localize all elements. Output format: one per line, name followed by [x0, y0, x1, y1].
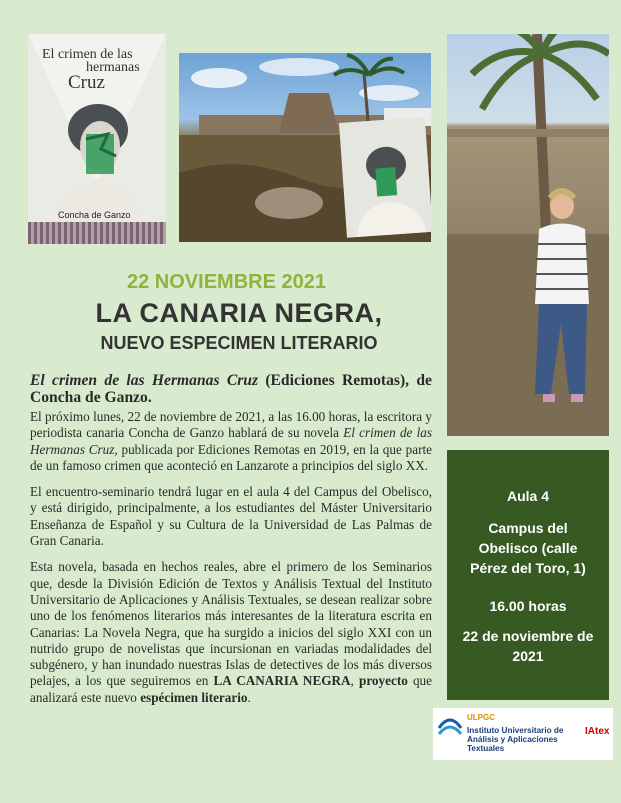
iatex-logo-text: IAtex: [585, 726, 610, 737]
ulpgc-label: ULPGC: [467, 713, 495, 722]
sub-title: NUEVO ESPECIMEN LITERARIO: [100, 333, 378, 353]
institute-logo: [433, 708, 613, 760]
p3-text-e: que analizará este nuevo: [30, 673, 433, 705]
main-title: LA CANARIA NEGRA,: [95, 298, 383, 328]
event-info-box: [447, 450, 609, 700]
lead-rest: (Ediciones Remotas), de Concha de Ganzo.: [30, 372, 432, 406]
p3-especimen: espécimen literario: [140, 689, 248, 705]
info-time: 16.00 horas: [489, 598, 567, 614]
ruins-scene: [179, 53, 431, 242]
cover-title-line1: El crimen de las: [42, 47, 133, 62]
institute-line1: Instituto Universitario de: [467, 726, 564, 735]
paragraph-3: [30, 559, 432, 706]
article-body: [30, 372, 432, 716]
p3-proyecto: proyecto: [358, 673, 408, 689]
info-campus: Campus del Obelisco (calle Pérez del Toro, 1): [470, 520, 586, 576]
institute-line3: Textuales: [467, 744, 505, 753]
cover-title-line2: hermanas: [86, 60, 140, 75]
cover-portrait-illustration: [46, 94, 150, 224]
lead-line: [30, 372, 432, 406]
p1-text-c: , publicada por Ediciones Remotas en 2019, en la que parte de un famoso crimen que aconteció en Lanzarote a principios del siglo XX.: [30, 441, 432, 473]
paragraph-2: El encuentro-seminario tendrá lugar en el aula 4 del Campus del Obelisco, y está dirigido, principalmente, a los estudiantes del Máster Universitario Enseñanza de Español y su Cultura de la Universidad de Las Palmas de Gran Canaria.: [30, 484, 432, 549]
event-date-heading: 22 NOVIEMBRE 2021: [127, 271, 326, 293]
book-cover-image: [28, 34, 166, 244]
institute-line2: Análisis y Aplicaciones: [467, 735, 558, 744]
paragraph-1: [30, 409, 432, 474]
cover-title-line3: Cruz: [68, 72, 105, 93]
p1-book-title: El crimen de las Hermanas Cruz: [30, 425, 432, 457]
info-date: 22 de noviembre de 2021: [462, 628, 594, 664]
author-photo: [447, 34, 609, 436]
institute-name: [467, 726, 563, 753]
p3-text-a: Esta novela, basada en hechos reales, abre el primero de los Seminarios que, desde la División Edición de Textos y Análisis Textual del Instituto Universitario de Aplicaciones y Análisis Textuales, se desean realizar sobre uno de los fenómenos literarios más interesantes de la literatura escrita en Canarias: La Novela Negra, que ha surgido a inicios del siglo XXI con un nutrido grupo de novelistas que incursionan en variadas modalidades del subgénero, y han inundado nuestras Islas de detectives de los más diversos pelajes, a los que seguiremos en: [30, 559, 432, 689]
p3-project-name: LA CANARIA NEGRA: [213, 673, 351, 689]
lead-book-title: El crimen de las Hermanas Cruz: [30, 372, 259, 389]
ulpgc-logo-icon: [437, 714, 463, 740]
info-aula: Aula 4: [506, 488, 549, 504]
ruins-photo: [179, 53, 431, 242]
cover-title: [42, 48, 154, 74]
p3-text-g: .: [247, 689, 251, 705]
p1-text-a: El próximo lunes, 22 de noviembre de 2021, a las 16.00 horas, la escritora y periodista canaria Concha de Ganzo hablará de su novela: [30, 409, 432, 441]
cover-author: Concha de Ganzo: [58, 210, 131, 220]
author-photo-scene: [447, 34, 609, 436]
cover-stripe: [28, 222, 166, 244]
p3-text-c: ,: [350, 673, 359, 689]
